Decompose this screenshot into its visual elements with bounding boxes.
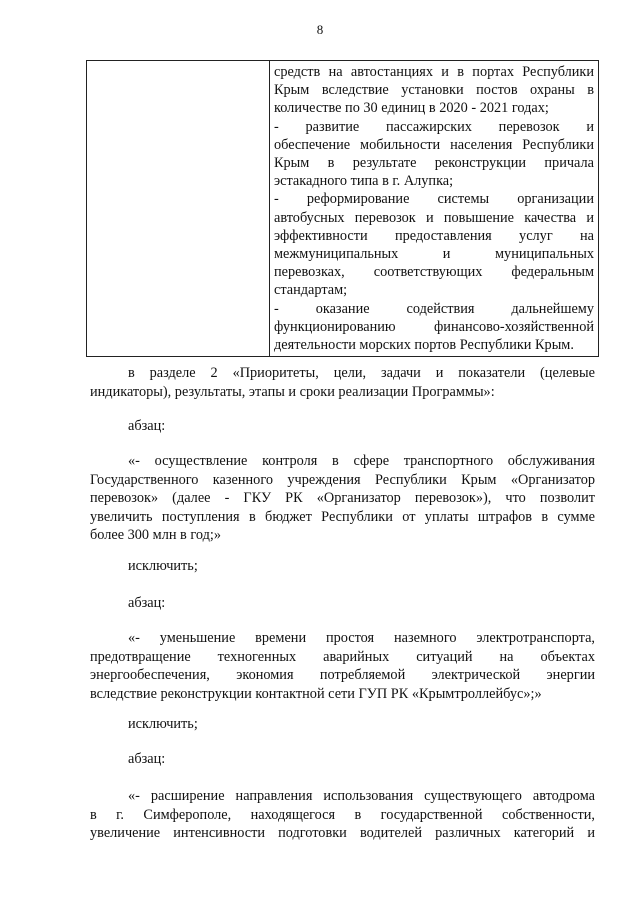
paragraph-line: увеличить поступления в бюджет Республики от уплаты штрафов в сумме bbox=[90, 508, 595, 525]
paragraph-line: в г. Симферополе, находящегося в государственной собственности, bbox=[90, 806, 595, 823]
cell-line: обеспечение мобильности населения Республики bbox=[274, 136, 594, 153]
table-cell-empty bbox=[87, 61, 270, 357]
cell-line: Крым в результате реконструкции причала bbox=[274, 155, 594, 172]
cell-line: стандартам; bbox=[274, 282, 348, 299]
paragraph-line: «- расширение направления использования существующего автодрома bbox=[128, 788, 595, 804]
abzac-label-3: абзац: bbox=[128, 751, 166, 767]
cell-line: функционированию финансово-хозяйственной bbox=[274, 318, 594, 335]
paragraph-line: более 300 млн в год;» bbox=[90, 527, 222, 544]
table-row bbox=[87, 61, 599, 357]
cell-line: средств на автостанциях и в портах Республики bbox=[274, 64, 594, 80]
quote-paragraph-1 bbox=[90, 452, 595, 545]
cell-line: деятельности морских портов Республики Крым. bbox=[274, 337, 574, 354]
paragraph-line: Государственного казенного учреждения Республики Крым «Организатор bbox=[90, 471, 595, 488]
cell-line: - оказание содействия дальнейшему bbox=[274, 300, 594, 317]
cell-line: автобусных перевозок и повышение качества и bbox=[274, 209, 594, 226]
table-cell-text bbox=[270, 61, 599, 357]
isklyuchit-label-2: исключить; bbox=[128, 716, 198, 732]
isklyuchit-label-1: исключить; bbox=[128, 558, 198, 574]
program-table bbox=[86, 60, 599, 357]
paragraph-line: «- уменьшение времени простоя наземного электротранспорта, bbox=[128, 630, 595, 646]
cell-line: межмуниципальных и муниципальных bbox=[274, 246, 594, 263]
cell-line: перевозках, соответствующих федеральным bbox=[274, 264, 594, 281]
abzac-label-2: абзац: bbox=[128, 595, 166, 611]
paragraph-line: в разделе 2 «Приоритеты, цели, задачи и показатели (целевые bbox=[128, 365, 595, 381]
paragraph-line: перевозок» (далее - ГКУ РК «Организатор перевозок»), что позволит bbox=[90, 490, 595, 507]
cell-line: эстакадного типа в г. Алупка; bbox=[274, 173, 454, 190]
paragraph-line: увеличение интенсивности подготовки водителей различных категорий и bbox=[90, 825, 595, 842]
cell-line: - развитие пассажирских перевозок и bbox=[274, 118, 594, 135]
paragraph-line: «- осуществление контроля в сфере транспортного обслуживания bbox=[128, 453, 595, 469]
page-number: 8 bbox=[316, 22, 324, 37]
paragraph-line: вследствие реконструкции контактной сети ГУП РК «Крымтроллейбус»;» bbox=[90, 685, 542, 702]
quote-paragraph-2 bbox=[90, 629, 595, 703]
quote-paragraph-3 bbox=[90, 787, 595, 843]
paragraph-line: индикаторы), результаты, этапы и сроки реализации Программы»: bbox=[90, 383, 495, 400]
abzac-label-1: абзац: bbox=[128, 418, 166, 434]
cell-line: количестве по 30 единиц в 2020 - 2021 годах; bbox=[274, 100, 549, 117]
paragraph-line: предотвращение техногенных аварийных ситуаций на объектах bbox=[90, 648, 595, 665]
cell-line: Крым вследствие установки постов охраны в bbox=[274, 82, 594, 99]
section2-intro-paragraph bbox=[90, 364, 595, 401]
paragraph-line: энергообеспечения, экономия потребляемой электрической энергии bbox=[90, 667, 595, 684]
cell-line: эффективности предоставления услуг на bbox=[274, 227, 594, 244]
cell-line: - реформирование системы организации bbox=[274, 191, 594, 208]
